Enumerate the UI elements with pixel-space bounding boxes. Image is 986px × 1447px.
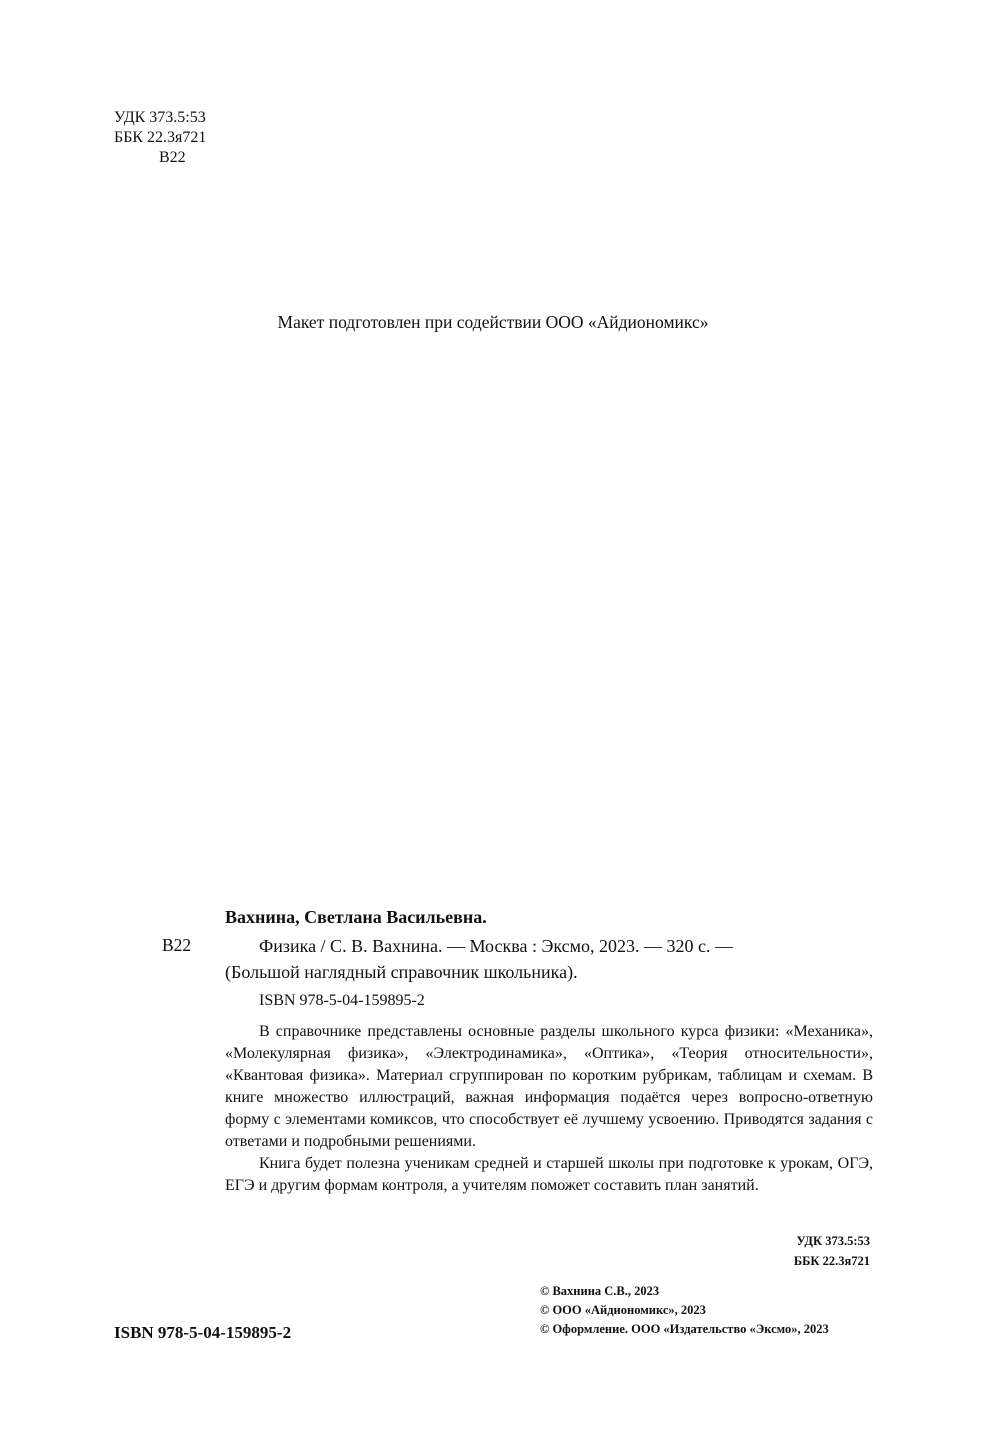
footer-classification-codes [740,1231,870,1271]
header-classification-codes [114,108,206,168]
copyright-line: © Вахнина С.В., 2023 [540,1284,660,1298]
bibliography-author: Вахнина, Светлана Васильевна. [225,907,487,927]
bibliography-series-line: (Большой наглядный справочник школьника). [225,962,578,982]
bibliography-title-line: Физика / С. В. Вахнина. — Москва : Эксмо, 2023. — 320 с. — [259,936,733,956]
bibliography-author-mark: В22 [162,935,192,955]
copyright-line: © ООО «Айдиономикс», 2023 [540,1303,706,1317]
bibliography-isbn: ISBN 978-5-04-159895-2 [259,992,425,1009]
bibliography-record [225,933,873,985]
annotation-paragraph: Книга будет полезна ученикам средней и старшей школы при подготовке к урокам, ОГЭ, ЕГЭ и другим формам контроля, а учителям поможет составить план занятий. [225,1155,873,1194]
copyright-line: © Оформление. ООО «Издательство «Эксмо», 2023 [540,1322,829,1336]
footer-bbk: ББК 22.3я721 [793,1254,870,1268]
book-annotation [225,1021,873,1197]
isbn-bottom: ISBN 978-5-04-159895-2 [114,1323,292,1342]
header-author-mark: В22 [159,149,186,166]
layout-credit-line: Макет подготовлен при содействии ООО «Айдиономикс» [277,312,709,332]
copyright-block [540,1282,829,1339]
annotation-paragraph: В справочнике представлены основные разделы школьного курса физики: «Механика», «Молекулярная физика», «Электродинамика», «Оптика», «Теория относительности», «Квантовая физика». Материал сгруппирован по коротким рубрикам, таблицам и схемам. В книге множество иллюстраций, важная информация подаётся через вопросно-ответную форму с элементами комиксов, что способствует её лучшему усвоению. Приводятся задания с ответами и подробными решениями. [225,1023,873,1150]
header-bbk: ББК 22.3я721 [114,129,207,146]
footer-udk: УДК 373.5:53 [796,1234,870,1248]
header-udk: УДК 373.5:53 [114,109,206,126]
